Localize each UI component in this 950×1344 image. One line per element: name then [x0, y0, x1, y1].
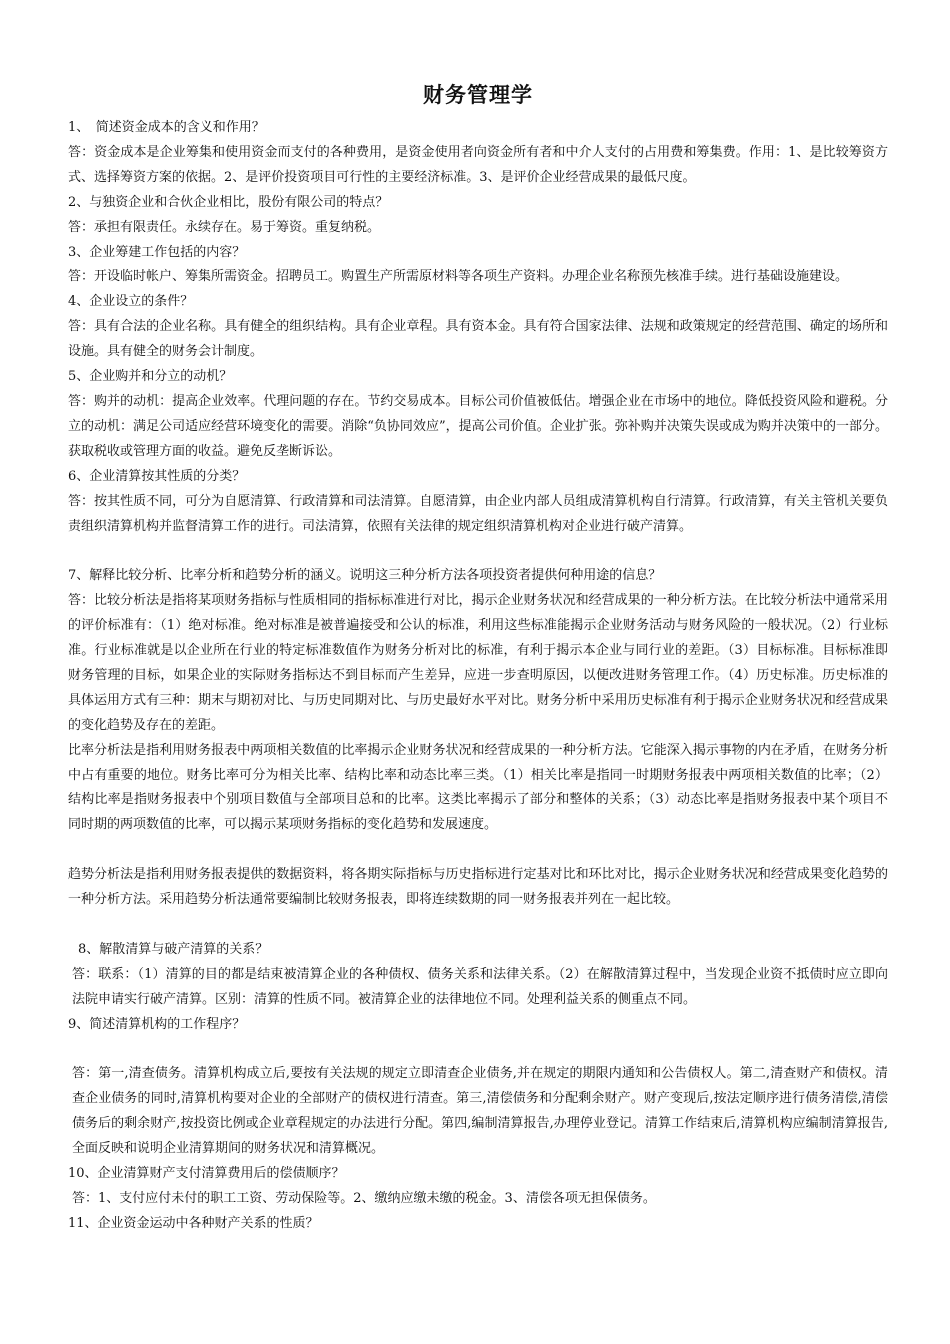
question-5: 5、企业购并和分立的动机？: [68, 369, 233, 385]
answer-2: 答：承担有限责任。永续存在。易于筹资。重复纳税。: [68, 219, 381, 235]
document-title: 财务管理学: [423, 82, 533, 107]
answer-3: 答：开设临时帐户、筹集所需资金。招聘员工。购置生产所需原材料等各项生产资料。办理企业名称预先核准手续。进行基础设施建设。: [68, 269, 849, 285]
answer-7-comparison: 答：比较分析法是指将某项财务指标与性质相同的指标标准进行对比，揭示企业财务状况和经营成果的一种分析方法。在比较分析法中通常采用的评价标准有：（1）绝对标准。绝对标准是被普遍接受和公认的标准，利用这些标准能揭示企业财务活动与财务风险的一般状况。（2）行业标准。行业标准就是以企业所在行业的特定标准数值作为财务分析对比的标准，有利于揭示本企业与同行业的差距。（3）目标标准。目标标准即财务管理的目标，如果企业的实际财务指标达不到目标而产生差异，应进一步查明原因，以便改进财务管理工作。（4）历史标准。历史标准的具体运用方式有三种：期末与期初对比、与历史同期对比、与历史最好水平对比。财务分析中采用历史标准有利于揭示企业财务状况和经营成果的变化趋势及存在的差距。: [68, 593, 888, 733]
question-11: 11、企业资金运动中各种财产关系的性质？: [68, 1215, 319, 1231]
answer-1: 答：资金成本是企业筹集和使用资金而支付的各种费用，是资金使用者向资金所有者和中介人支付的占用费和筹集费。作用：1、是比较筹资方式、选择筹资方案的依据。2、是评价投资项目可行性的主要经济标准。3、是评价企业经营成果的最低尺度。: [68, 144, 888, 185]
document-page: [68, 80, 888, 1237]
answer-10: 答：1、支付应付未付的职工工资、劳动保险等。2、缴纳应缴未缴的税金。3、清偿各项无担保债务。: [72, 1190, 656, 1206]
question-9: 9、简述清算机构的工作程序？: [68, 1016, 246, 1032]
answer-4: 答：具有合法的企业名称。具有健全的组织结构。具有企业章程。具有资本金。具有符合国家法律、法规和政策规定的经营范围、确定的场所和设施。具有健全的财务会计制度。: [68, 319, 888, 360]
answer-7-trend: 趋势分析法是指利用财务报表提供的数据资料，将各期实际指标与历史指标进行定基对比和环比对比，揭示企业财务状况和经营成果变化趋势的一种分析方法。采用趋势分析法通常要编制比较财务报表，即将连续数期的同一财务报表并列在一起比较。: [68, 867, 888, 908]
question-3: 3、企业筹建工作包括的内容？: [68, 244, 246, 260]
question-2: 2、与独资企业和合伙企业相比，股份有限公司的特点？: [68, 194, 389, 210]
question-1: 1、 简述资金成本的含义和作用？: [68, 120, 265, 135]
question-6: 6、企业清算按其性质的分类？: [68, 468, 246, 484]
answer-7-ratio: 比率分析法是指利用财务报表中两项相关数值的比率揭示企业财务状况和经营成果的一种分析方法。它能深入揭示事物的内在矛盾，在财务分析中占有重要的地位。财务比率可分为相关比率、结构比率和动态比率三类。（1）相关比率是指同一时期财务报表中两项相关数值的比率；（2）结构比率是指财务报表中个别项目数值与全部项目总和的比率。这类比率揭示了部分和整体的关系；（3）动态比率是指财务报表中某个项目不同时期的两项数值的比率，可以揭示某项财务指标的变化趋势和发展速度。: [68, 742, 888, 833]
question-7: 7、解释比较分析、比率分析和趋势分析的涵义。说明这三种分析方法各项投资者提供何种用途的信息？: [68, 568, 662, 584]
question-4: 4、企业设立的条件？: [68, 294, 194, 310]
blank-line: [68, 838, 888, 863]
blank-line: [68, 539, 888, 564]
blank-line: [68, 1037, 888, 1062]
answer-6: 答：按其性质不同，可分为自愿清算、行政清算和司法清算。自愿清算，由企业内部人员组成清算机构自行清算。行政清算，有关主管机关要负责组织清算机构并监督清算工作的进行。司法清算，依照有关法律的规定组织清算机构对企业进行破产清算。: [68, 493, 888, 534]
answer-5: 答：购并的动机：提高企业效率。代理问题的存在。节约交易成本。目标公司价值被低估。增强企业在市场中的地位。降低投资风险和避税。分立的动机：满足公司适应经营环境变化的需要。消除“负协同效应”，提高公司价值。企业扩张。弥补购并决策失误或成为购并决策中的一部分。获取税收或管理方面的收益。避免反垄断诉讼。: [68, 393, 888, 459]
answer-9: 答：第一,清查债务。清算机构成立后,要按有关法规的规定立即清查企业债务,并在规定的期限内通知和公告债权人。第二,清查财产和债权。清查企业债务的同时,清算机构要对企业的全部财产的债权进行清查。第三,清偿债务和分配剩余财产。财产变现后,按法定顺序进行债务清偿,清偿债务后的剩余财产,按投资比例或企业章程规定的办法进行分配。第四,编制清算报告,办理停业登记。清算工作结束后,清算机构应编制清算报告,全面反映和说明企业清算期间的财务状况和清算概况。: [72, 1066, 888, 1157]
question-10: 10、企业清算财产支付清算费用后的偿债顺序？: [68, 1166, 345, 1181]
blank-line: [68, 913, 888, 938]
answer-8: 答：联系：（1）清算的目的都是结束被清算企业的各种债权、债务关系和法律关系。（2）在解散清算过程中，当发现企业资不抵债时应立即向法院申请实行破产清算。区别：清算的性质不同。被清算企业的法律地位不同。处理利益关系的侧重点不同。: [72, 966, 888, 1007]
question-8: 8、解散清算与破产清算的关系？: [78, 941, 269, 957]
